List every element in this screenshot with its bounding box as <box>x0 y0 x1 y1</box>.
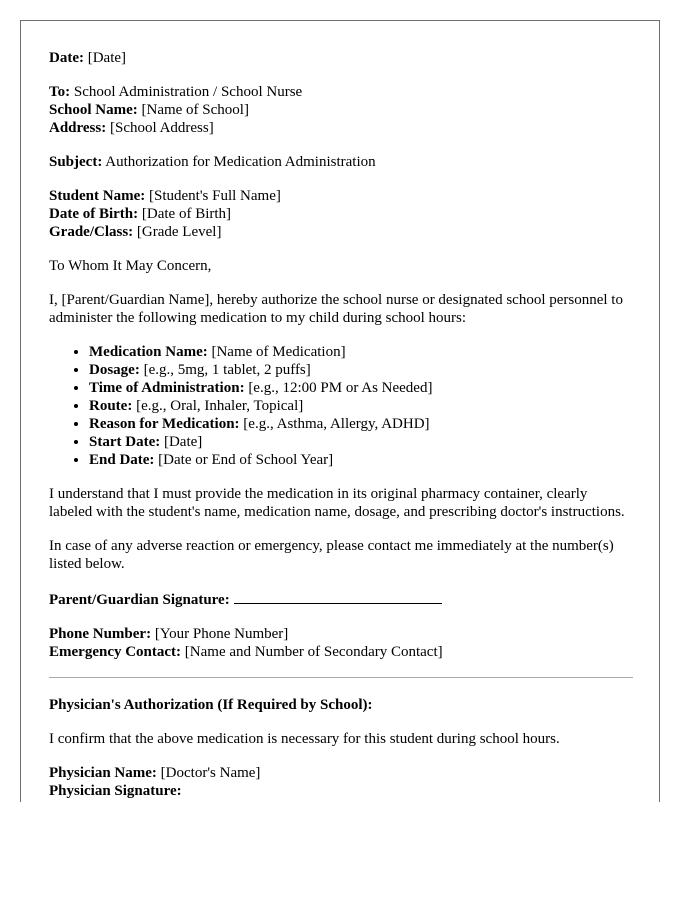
grade-label: Grade/Class: <box>49 224 134 240</box>
understand-paragraph: I understand that I must provide the medication in its original pharmacy container, clearly labeled with the student's name, medication name, dosage, and prescribing doctor's instructions. <box>49 486 625 520</box>
end-date-label: End Date: <box>89 452 155 468</box>
dosage-label: Dosage: <box>89 362 140 378</box>
school-name-value: [Name of School] <box>137 102 249 118</box>
reason-label: Reason for Medication: <box>89 416 240 432</box>
parent-signature-label: Parent/Guardian Signature: <box>49 592 230 608</box>
grade-value: [Grade Level] <box>133 224 222 240</box>
physician-block <box>49 764 634 800</box>
time-value: [e.g., 12:00 PM or As Needed] <box>244 380 433 396</box>
physician-heading-text: Physician's Authorization (If Required by School): <box>49 697 373 713</box>
list-item <box>89 433 634 451</box>
medication-name-value: [Name of Medication] <box>207 344 346 360</box>
start-date-value: [Date] <box>160 434 203 450</box>
list-item <box>89 415 634 433</box>
dob-value: [Date of Birth] <box>138 206 232 222</box>
end-date-value: [Date or End of School Year] <box>154 452 334 468</box>
physician-heading <box>49 696 634 714</box>
emergency-contact-value: [Name and Number of Secondary Contact] <box>181 644 443 660</box>
address-label: Address: <box>49 120 107 136</box>
adverse-paragraph: In case of any adverse reaction or emergency, please contact me immediately at the number(s) listed below. <box>49 538 614 572</box>
time-label: Time of Administration: <box>89 380 245 396</box>
list-item <box>89 451 634 469</box>
route-label: Route: <box>89 398 133 414</box>
student-name-value: [Student's Full Name] <box>145 188 281 204</box>
list-item <box>89 397 634 415</box>
physician-name-label: Physician Name: <box>49 765 157 781</box>
dob-label: Date of Birth: <box>49 206 139 222</box>
subject-value: Authorization for Medication Administration <box>102 154 376 170</box>
address-value: [School Address] <box>106 120 214 136</box>
subject-label: Subject: <box>49 154 103 170</box>
physician-signature-label: Physician Signature: <box>49 783 182 799</box>
medication-list <box>49 343 634 469</box>
student-block <box>49 187 634 241</box>
physician-name-value: [Doctor's Name] <box>156 765 261 781</box>
start-date-label: Start Date: <box>89 434 161 450</box>
date-value: [Date] <box>83 50 127 66</box>
reason-value: [e.g., Asthma, Allergy, ADHD] <box>239 416 430 432</box>
parent-contact-block <box>49 625 634 661</box>
parent-signature-field[interactable] <box>234 589 442 604</box>
date-line <box>49 49 634 67</box>
dosage-value: [e.g., 5mg, 1 tablet, 2 puffs] <box>139 362 311 378</box>
school-name-label: School Name: <box>49 102 138 118</box>
to-value: School Administration / School Nurse <box>70 84 303 100</box>
physician-confirm: I confirm that the above medication is necessary for this student during school hours. <box>49 731 560 747</box>
parent-signature-line <box>49 589 634 609</box>
list-item <box>89 361 634 379</box>
list-item <box>89 343 634 361</box>
recipient-block <box>49 83 634 137</box>
greeting: To Whom It May Concern, <box>49 258 212 274</box>
list-item <box>89 379 634 397</box>
phone-label: Phone Number: <box>49 626 152 642</box>
phone-value: [Your Phone Number] <box>151 626 289 642</box>
letter-content <box>49 49 634 802</box>
emergency-contact-label: Emergency Contact: <box>49 644 182 660</box>
medication-name-label: Medication Name: <box>89 344 208 360</box>
subject-line <box>49 153 634 171</box>
intro-paragraph: I, [Parent/Guardian Name], hereby authorize the school nurse or designated school personnel to administer the following medication to my child during school hours: <box>49 292 623 326</box>
letter-page <box>20 20 660 802</box>
route-value: [e.g., Oral, Inhaler, Topical] <box>132 398 304 414</box>
section-divider <box>49 677 633 678</box>
student-name-label: Student Name: <box>49 188 146 204</box>
to-label: To: <box>49 84 71 100</box>
date-label: Date: <box>49 50 84 66</box>
